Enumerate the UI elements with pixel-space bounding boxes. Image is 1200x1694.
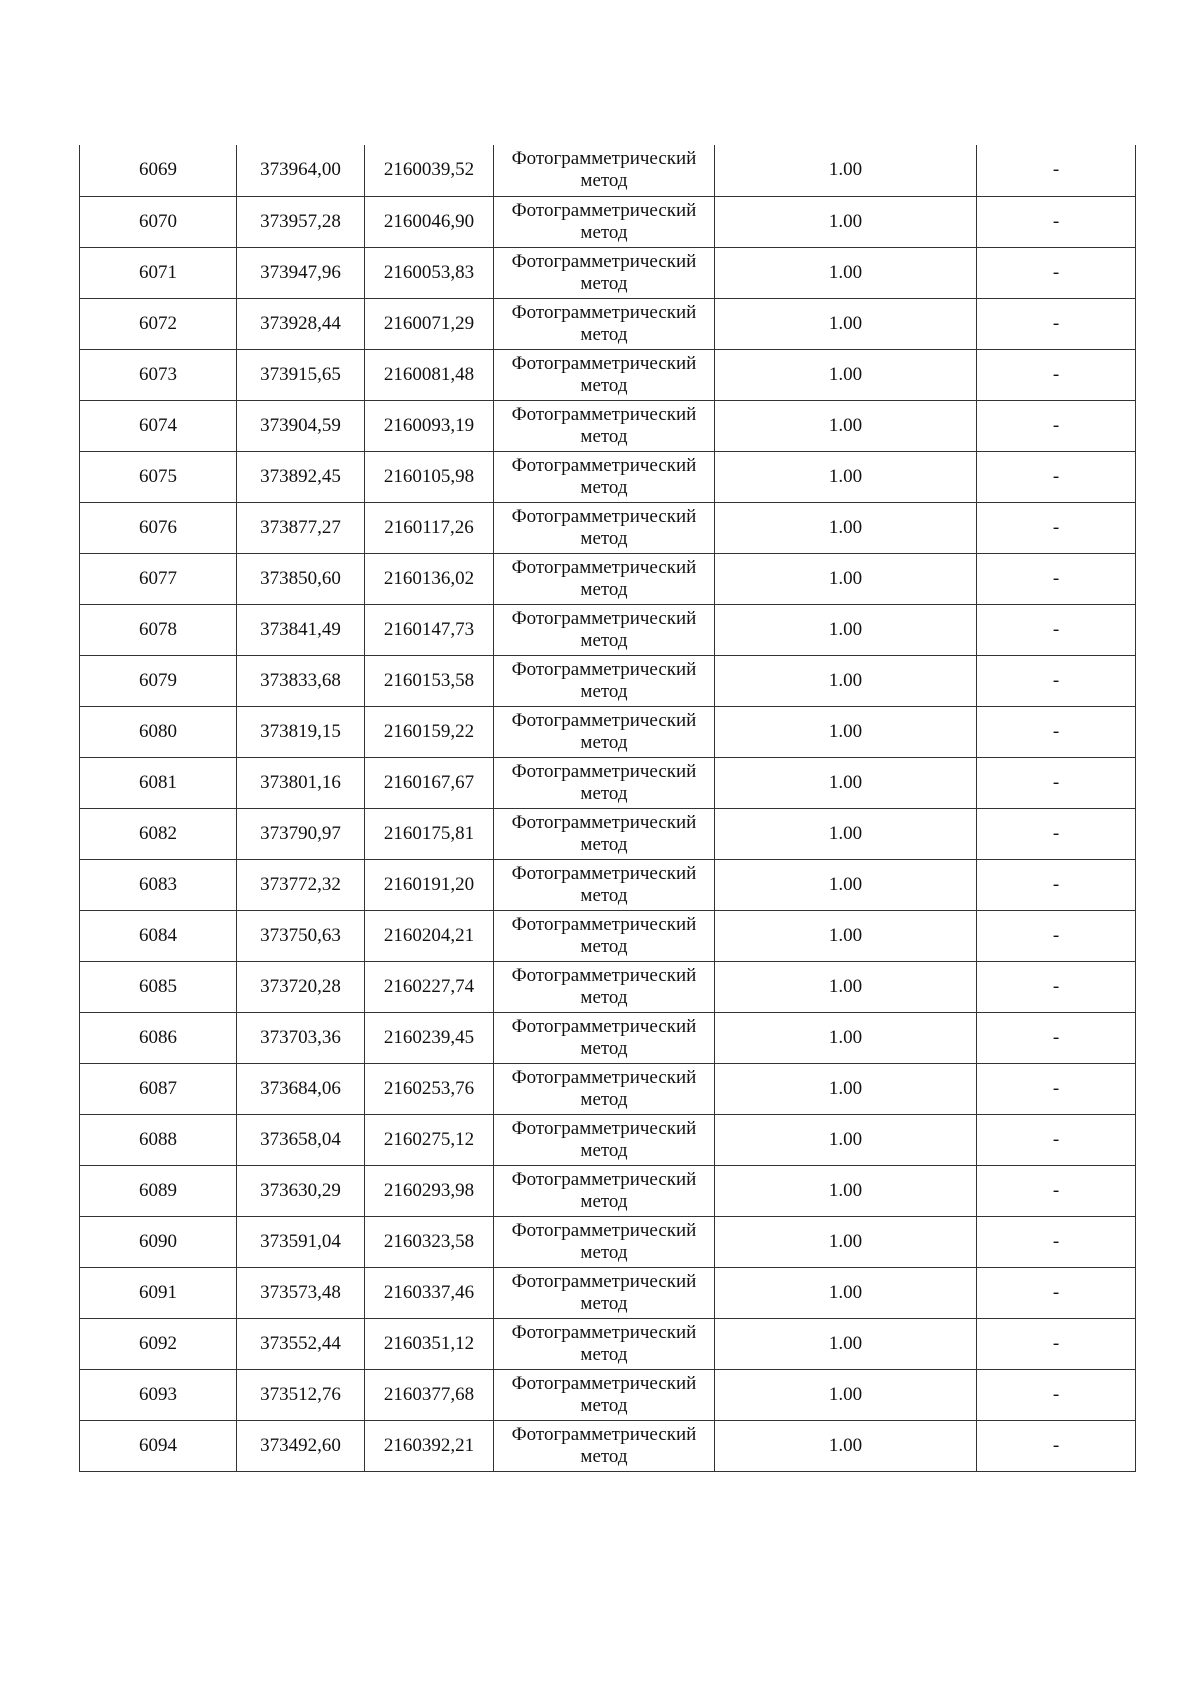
point-number-cell: 6084 [80,910,237,961]
y-coordinate-cell: 2160039,52 [365,145,494,196]
note-cell: - [977,451,1136,502]
x-coordinate-cell: 373904,59 [237,400,365,451]
note-cell: - [977,1267,1136,1318]
y-coordinate-cell: 2160351,12 [365,1318,494,1369]
accuracy-cell: 1.00 [715,553,977,604]
method-cell [494,1318,715,1369]
note-cell: - [977,1216,1136,1267]
method-cell [494,1165,715,1216]
note-cell: - [977,910,1136,961]
method-text: Фотограмметрический метод [511,913,697,957]
table-row [80,247,1136,298]
point-number-cell: 6088 [80,1114,237,1165]
accuracy-cell: 1.00 [715,1165,977,1216]
x-coordinate-cell: 373573,48 [237,1267,365,1318]
method-cell [494,1216,715,1267]
table-row [80,145,1136,196]
x-coordinate-cell: 373915,65 [237,349,365,400]
note-cell: - [977,808,1136,859]
point-number-cell: 6083 [80,859,237,910]
method-text: Фотограмметрический метод [511,1168,697,1212]
y-coordinate-cell: 2160153,58 [365,655,494,706]
accuracy-cell: 1.00 [715,1369,977,1420]
note-cell: - [977,502,1136,553]
accuracy-cell: 1.00 [715,910,977,961]
note-cell: - [977,1114,1136,1165]
point-number-cell: 6078 [80,604,237,655]
note-cell: - [977,706,1136,757]
note-cell: - [977,553,1136,604]
method-text: Фотограмметрический метод [511,1219,697,1263]
method-cell [494,1267,715,1318]
method-cell [494,910,715,961]
method-cell [494,553,715,604]
method-text: Фотограмметрический метод [511,403,697,447]
y-coordinate-cell: 2160191,20 [365,859,494,910]
y-coordinate-cell: 2160117,26 [365,502,494,553]
y-coordinate-cell: 2160071,29 [365,298,494,349]
x-coordinate-cell: 373591,04 [237,1216,365,1267]
note-cell: - [977,604,1136,655]
method-text: Фотограмметрический метод [511,1066,697,1110]
method-text: Фотограмметрический метод [511,811,697,855]
table-row [80,1267,1136,1318]
table-row [80,1216,1136,1267]
method-text: Фотограмметрический метод [511,964,697,1008]
x-coordinate-cell: 373658,04 [237,1114,365,1165]
accuracy-cell: 1.00 [715,1114,977,1165]
note-cell: - [977,349,1136,400]
table-row [80,451,1136,502]
method-text: Фотограмметрический метод [511,1423,697,1467]
y-coordinate-cell: 2160253,76 [365,1063,494,1114]
method-text: Фотограмметрический метод [511,1015,697,1059]
coordinates-table [79,145,1136,1472]
method-cell [494,757,715,808]
point-number-cell: 6073 [80,349,237,400]
accuracy-cell: 1.00 [715,1216,977,1267]
y-coordinate-cell: 2160167,67 [365,757,494,808]
accuracy-cell: 1.00 [715,961,977,1012]
accuracy-cell: 1.00 [715,1267,977,1318]
y-coordinate-cell: 2160392,21 [365,1420,494,1471]
method-cell [494,451,715,502]
method-cell [494,1420,715,1471]
point-number-cell: 6093 [80,1369,237,1420]
method-cell [494,859,715,910]
point-number-cell: 6086 [80,1012,237,1063]
coordinates-table-body [80,145,1136,1471]
note-cell: - [977,1369,1136,1420]
method-cell [494,196,715,247]
x-coordinate-cell: 373552,44 [237,1318,365,1369]
note-cell: - [977,1420,1136,1471]
table-row [80,196,1136,247]
y-coordinate-cell: 2160377,68 [365,1369,494,1420]
x-coordinate-cell: 373947,96 [237,247,365,298]
method-cell [494,247,715,298]
note-cell: - [977,298,1136,349]
accuracy-cell: 1.00 [715,1063,977,1114]
method-text: Фотограмметрический метод [511,505,697,549]
method-text: Фотограмметрический метод [511,1117,697,1161]
point-number-cell: 6076 [80,502,237,553]
note-cell: - [977,859,1136,910]
method-text: Фотограмметрический метод [511,556,697,600]
method-cell [494,808,715,859]
y-coordinate-cell: 2160147,73 [365,604,494,655]
accuracy-cell: 1.00 [715,196,977,247]
y-coordinate-cell: 2160159,22 [365,706,494,757]
method-text: Фотограмметрический метод [511,1321,697,1365]
x-coordinate-cell: 373630,29 [237,1165,365,1216]
method-text: Фотограмметрический метод [511,454,697,498]
point-number-cell: 6077 [80,553,237,604]
table-row [80,1063,1136,1114]
accuracy-cell: 1.00 [715,400,977,451]
y-coordinate-cell: 2160337,46 [365,1267,494,1318]
method-cell [494,1012,715,1063]
point-number-cell: 6090 [80,1216,237,1267]
point-number-cell: 6085 [80,961,237,1012]
table-row [80,400,1136,451]
x-coordinate-cell: 373790,97 [237,808,365,859]
method-cell [494,1369,715,1420]
method-text: Фотограмметрический метод [511,1270,697,1314]
note-cell: - [977,757,1136,808]
accuracy-cell: 1.00 [715,1012,977,1063]
accuracy-cell: 1.00 [715,604,977,655]
method-cell [494,400,715,451]
accuracy-cell: 1.00 [715,757,977,808]
method-cell [494,706,715,757]
method-text: Фотограмметрический метод [511,658,697,702]
accuracy-cell: 1.00 [715,298,977,349]
accuracy-cell: 1.00 [715,655,977,706]
x-coordinate-cell: 373720,28 [237,961,365,1012]
y-coordinate-cell: 2160136,02 [365,553,494,604]
point-number-cell: 6081 [80,757,237,808]
point-number-cell: 6072 [80,298,237,349]
table-row [80,910,1136,961]
table-row [80,655,1136,706]
x-coordinate-cell: 373750,63 [237,910,365,961]
point-number-cell: 6091 [80,1267,237,1318]
method-cell [494,145,715,196]
table-row [80,349,1136,400]
table-row [80,553,1136,604]
method-text: Фотограмметрический метод [511,352,697,396]
point-number-cell: 6069 [80,145,237,196]
table-row [80,859,1136,910]
method-text: Фотограмметрический метод [511,199,697,243]
y-coordinate-cell: 2160175,81 [365,808,494,859]
method-text: Фотограмметрический метод [511,607,697,651]
method-text: Фотограмметрический метод [511,760,697,804]
method-text: Фотограмметрический метод [511,148,697,192]
table-row [80,1114,1136,1165]
table-row [80,1318,1136,1369]
point-number-cell: 6087 [80,1063,237,1114]
y-coordinate-cell: 2160275,12 [365,1114,494,1165]
accuracy-cell: 1.00 [715,1420,977,1471]
note-cell: - [977,1012,1136,1063]
y-coordinate-cell: 2160227,74 [365,961,494,1012]
accuracy-cell: 1.00 [715,808,977,859]
method-cell [494,349,715,400]
note-cell: - [977,1318,1136,1369]
point-number-cell: 6074 [80,400,237,451]
x-coordinate-cell: 373833,68 [237,655,365,706]
method-cell [494,961,715,1012]
x-coordinate-cell: 373684,06 [237,1063,365,1114]
table-row [80,604,1136,655]
method-cell [494,502,715,553]
table-row [80,757,1136,808]
y-coordinate-cell: 2160239,45 [365,1012,494,1063]
accuracy-cell: 1.00 [715,859,977,910]
accuracy-cell: 1.00 [715,1318,977,1369]
note-cell: - [977,145,1136,196]
y-coordinate-cell: 2160323,58 [365,1216,494,1267]
point-number-cell: 6082 [80,808,237,859]
point-number-cell: 6079 [80,655,237,706]
x-coordinate-cell: 373703,36 [237,1012,365,1063]
y-coordinate-cell: 2160105,98 [365,451,494,502]
x-coordinate-cell: 373964,00 [237,145,365,196]
y-coordinate-cell: 2160053,83 [365,247,494,298]
note-cell: - [977,655,1136,706]
point-number-cell: 6089 [80,1165,237,1216]
x-coordinate-cell: 373492,60 [237,1420,365,1471]
note-cell: - [977,1063,1136,1114]
method-cell [494,1063,715,1114]
method-text: Фотограмметрический метод [511,709,697,753]
method-cell [494,298,715,349]
table-row [80,961,1136,1012]
accuracy-cell: 1.00 [715,247,977,298]
method-cell [494,655,715,706]
point-number-cell: 6080 [80,706,237,757]
table-row [80,706,1136,757]
table-row [80,1165,1136,1216]
x-coordinate-cell: 373819,15 [237,706,365,757]
table-row [80,1369,1136,1420]
note-cell: - [977,1165,1136,1216]
y-coordinate-cell: 2160093,19 [365,400,494,451]
table-row [80,1420,1136,1471]
method-text: Фотограмметрический метод [511,250,697,294]
point-number-cell: 6092 [80,1318,237,1369]
y-coordinate-cell: 2160293,98 [365,1165,494,1216]
table-row [80,298,1136,349]
method-text: Фотограмметрический метод [511,862,697,906]
point-number-cell: 6075 [80,451,237,502]
accuracy-cell: 1.00 [715,349,977,400]
point-number-cell: 6070 [80,196,237,247]
y-coordinate-cell: 2160204,21 [365,910,494,961]
note-cell: - [977,961,1136,1012]
method-text: Фотограмметрический метод [511,301,697,345]
x-coordinate-cell: 373957,28 [237,196,365,247]
accuracy-cell: 1.00 [715,502,977,553]
method-cell [494,1114,715,1165]
method-text: Фотограмметрический метод [511,1372,697,1416]
point-number-cell: 6071 [80,247,237,298]
x-coordinate-cell: 373801,16 [237,757,365,808]
table-row [80,808,1136,859]
x-coordinate-cell: 373512,76 [237,1369,365,1420]
note-cell: - [977,247,1136,298]
point-number-cell: 6094 [80,1420,237,1471]
y-coordinate-cell: 2160081,48 [365,349,494,400]
x-coordinate-cell: 373892,45 [237,451,365,502]
table-row [80,1012,1136,1063]
accuracy-cell: 1.00 [715,706,977,757]
accuracy-cell: 1.00 [715,451,977,502]
x-coordinate-cell: 373841,49 [237,604,365,655]
x-coordinate-cell: 373850,60 [237,553,365,604]
x-coordinate-cell: 373877,27 [237,502,365,553]
x-coordinate-cell: 373928,44 [237,298,365,349]
accuracy-cell: 1.00 [715,145,977,196]
method-cell [494,604,715,655]
y-coordinate-cell: 2160046,90 [365,196,494,247]
x-coordinate-cell: 373772,32 [237,859,365,910]
table-row [80,502,1136,553]
note-cell: - [977,196,1136,247]
note-cell: - [977,400,1136,451]
